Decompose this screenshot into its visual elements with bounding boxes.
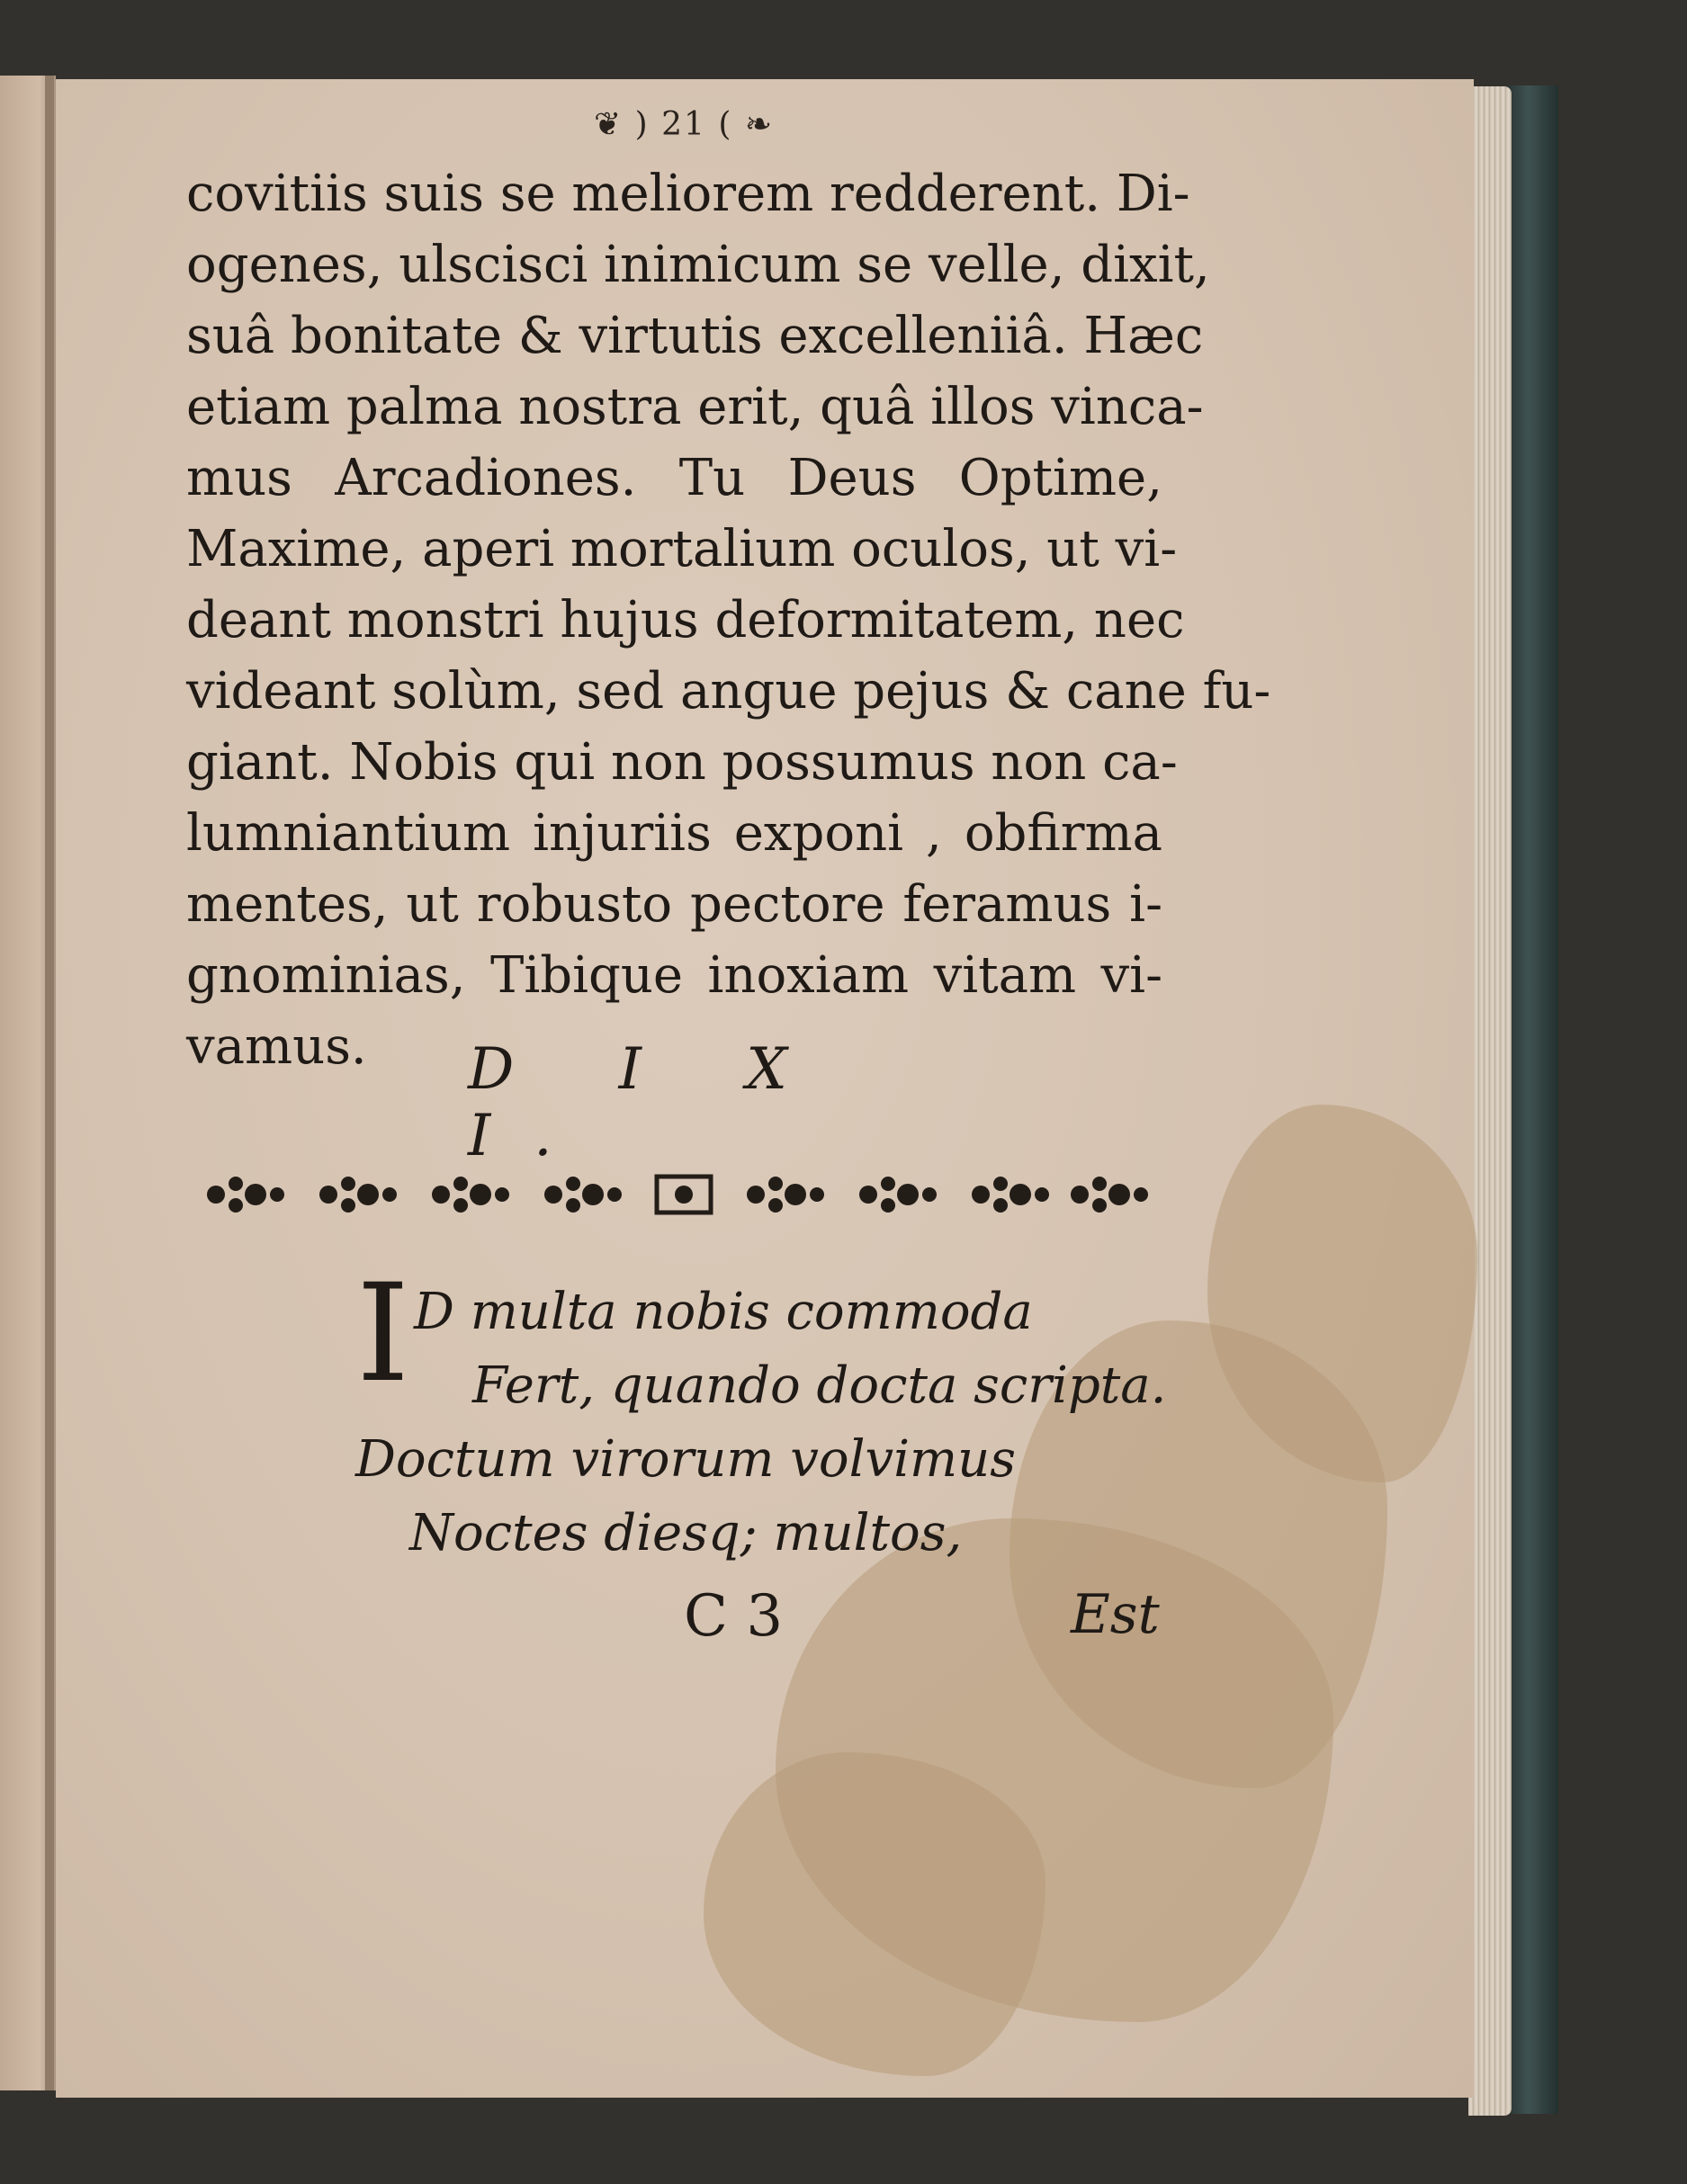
- fleuron-icon: [657, 1177, 711, 1213]
- poem-line: Fert, quando docta scripta.: [472, 1356, 1167, 1415]
- text-line: mentes, ut robusto pectore feramus i-: [186, 875, 1162, 934]
- fleuron-icon: [1071, 1177, 1148, 1213]
- fleuron-icon: [207, 1177, 284, 1213]
- text-line: deant monstri hujus deformitatem, nec: [186, 591, 1185, 649]
- book-binding: [1508, 85, 1558, 2114]
- poem: [355, 1349, 1165, 1571]
- text-line: vamus.: [186, 1017, 367, 1076]
- body-text: [186, 158, 1271, 1082]
- drop-cap: I: [356, 1256, 410, 1412]
- page-edges: [1468, 86, 1512, 2116]
- poem-line: Noctes diesq; multos,: [409, 1504, 963, 1562]
- closing-word: D I X I.: [468, 1036, 830, 1169]
- text-line: suâ bonitate & virtutis excelleniiâ. Hæc: [186, 307, 1204, 365]
- signature-mark: C 3: [684, 1583, 784, 1650]
- fleuron-icon: [747, 1177, 824, 1213]
- catchword: Est: [1071, 1583, 1160, 1646]
- text-line: videant solùm, sed angue pejus & cane fu-: [186, 662, 1271, 721]
- fleuron-icon: [432, 1177, 509, 1213]
- ornament-band: [180, 1162, 1152, 1227]
- text-line: Maxime, aperi mortalium oculos, ut vi-: [186, 520, 1178, 578]
- running-head: ❦ ) 21 ( ❧: [594, 106, 774, 143]
- water-stain: [704, 1752, 1045, 2076]
- fleuron-icon: [859, 1177, 937, 1213]
- text-line: gnominias, Tibique inoxiam vitam vi-: [186, 946, 1162, 1005]
- text-line: giant. Nobis qui non possumus non ca-: [186, 733, 1178, 792]
- fleuron-icon: [544, 1177, 622, 1213]
- fleuron-icon: [972, 1177, 1049, 1213]
- text-line: ogenes, ulscisci inimicum se velle, dixit,: [186, 236, 1210, 294]
- poem-line: D multa nobis commoda: [414, 1283, 1033, 1341]
- poem-line: Doctum virorum volvimus: [355, 1430, 1016, 1489]
- text-line: etiam palma nostra erit, quâ illos vinca-: [186, 378, 1204, 436]
- text-line: mus Arcadiones. Tu Deus Optime,: [186, 449, 1162, 507]
- gutter-shadow: [45, 76, 54, 2090]
- text-line: covitiis suis se meliorem redderent. Di-: [186, 165, 1190, 223]
- text-line: lumniantium injuriis exponi , obfirma: [186, 804, 1162, 863]
- fleuron-icon: [319, 1177, 397, 1213]
